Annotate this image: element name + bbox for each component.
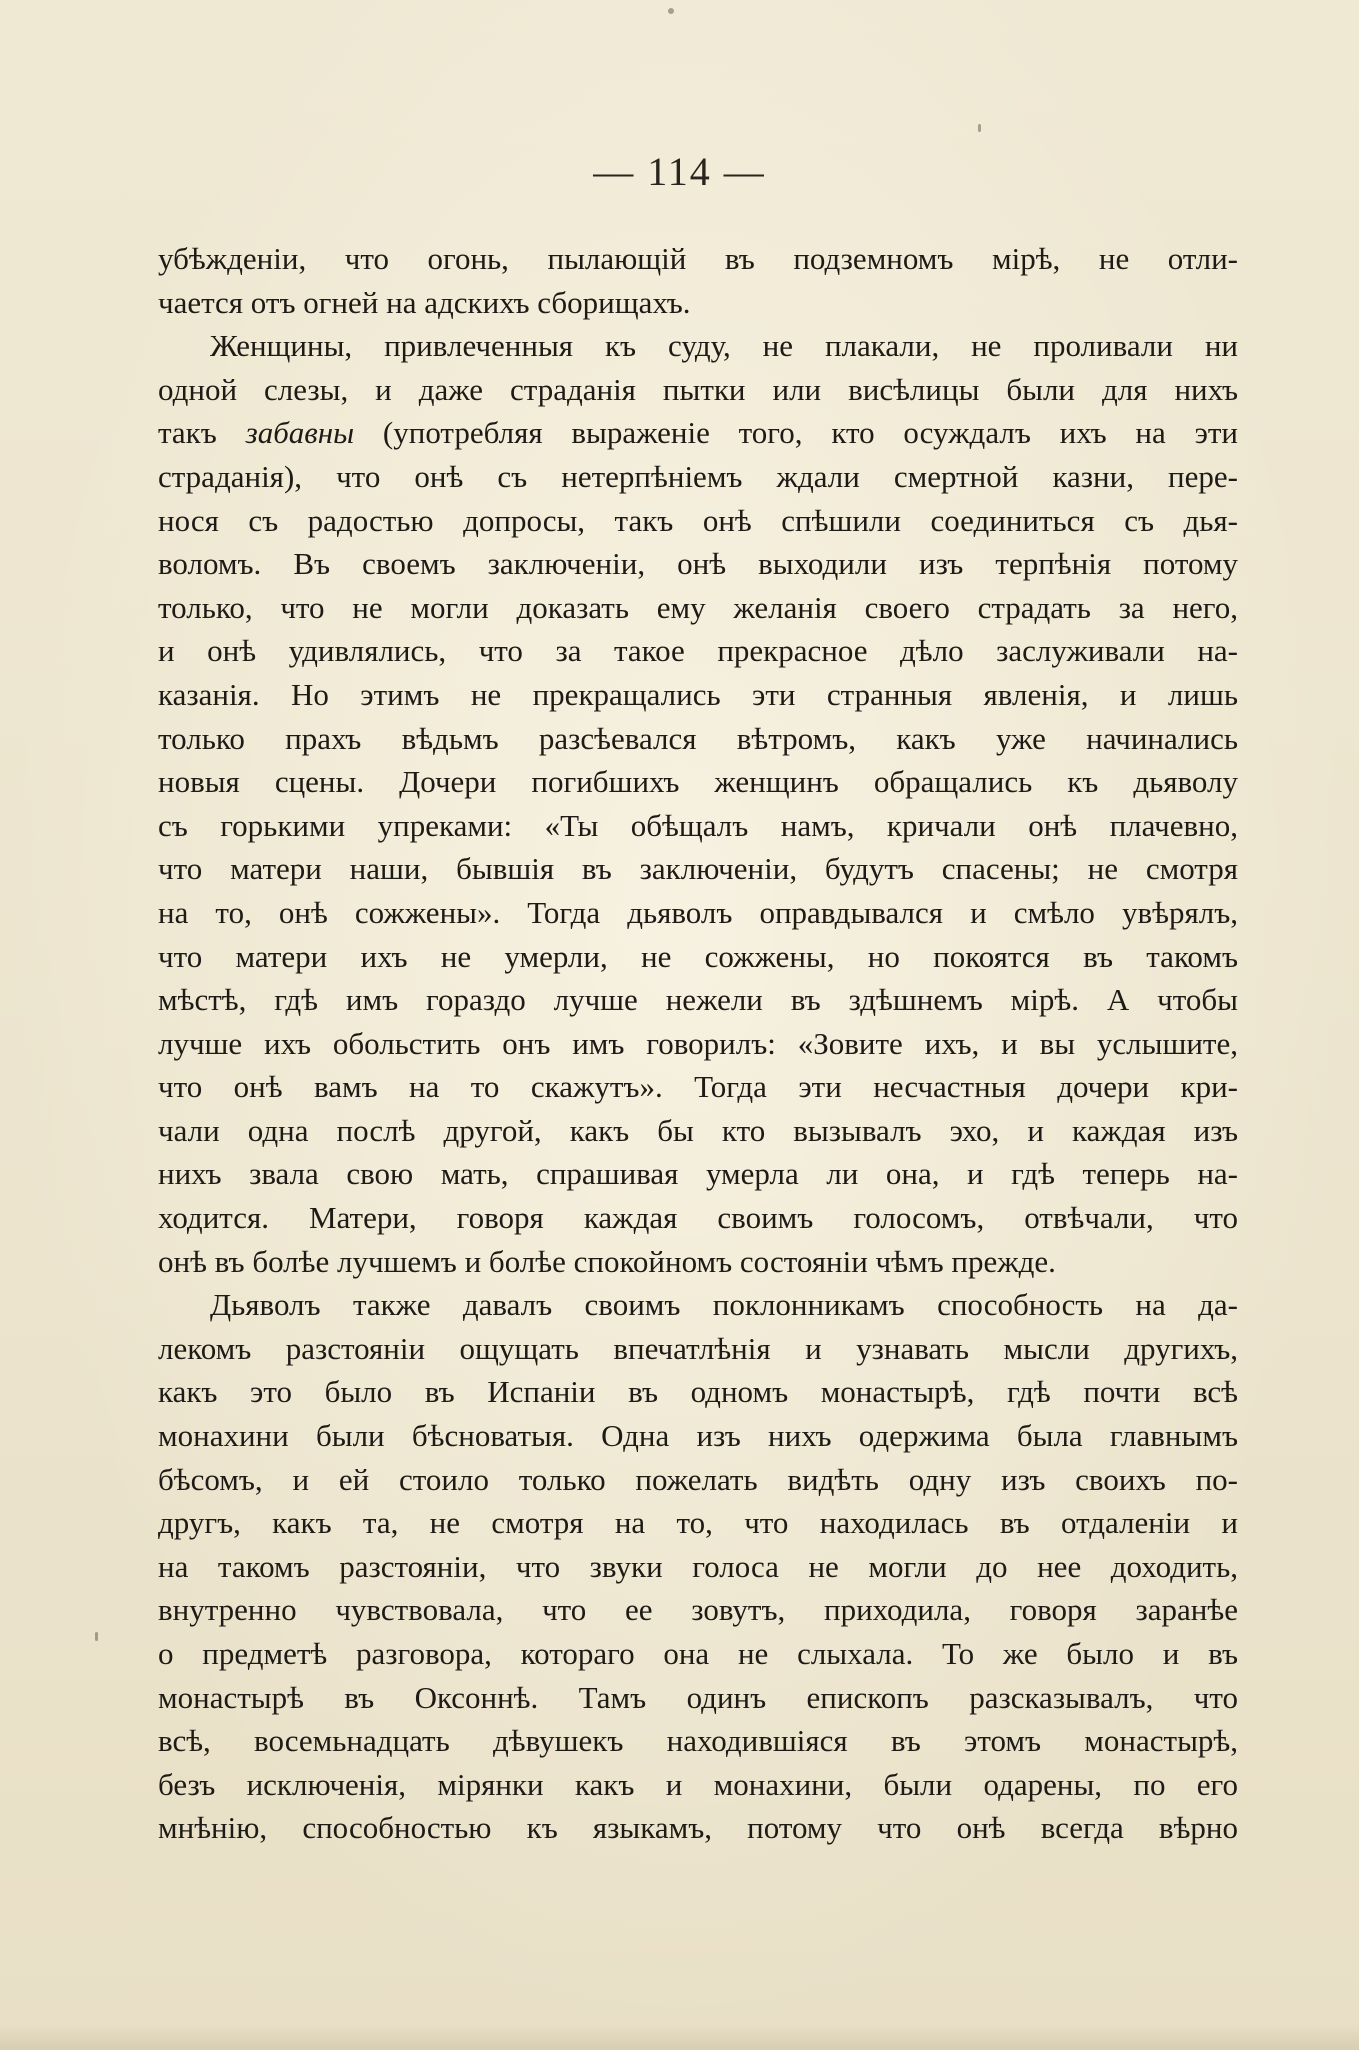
- text-line: внутренно чувствовала, что ее зовутъ, приходила, говоря заранѣе: [158, 1592, 1238, 1628]
- text-line: воломъ. Въ своемъ заключеніи, онѣ выходили изъ терпѣнія потому: [158, 546, 1238, 582]
- ink-speck: [668, 8, 674, 14]
- text-line: на такомъ разстояніи, что звуки голоса не могли до нее доходить,: [158, 1548, 1238, 1584]
- text-line: монахини были бѣсноватыя. Одна изъ нихъ одержима была главнымъ: [158, 1418, 1238, 1454]
- text-line: лучше ихъ обольстить онъ имъ говорилъ: «Зовите ихъ, и вы услышите,: [158, 1025, 1238, 1061]
- text-line: чали одна послѣ другой, какъ бы кто вызывалъ эхо, и каждая изъ: [158, 1112, 1238, 1148]
- text-line: только, что не могли доказать ему желанія своего страдать за него,: [158, 589, 1238, 625]
- text-line: одной слезы, и даже страданія пытки или висѣлицы были для нихъ: [158, 371, 1238, 407]
- text-line: бѣсомъ, и ей стоило только пожелать видѣть одну изъ своихъ по-: [158, 1461, 1238, 1497]
- text-line: нихъ звала свою мать, спрашивая умерла ли она, и гдѣ теперь на-: [158, 1156, 1238, 1192]
- page-number: — 114 —: [593, 149, 766, 194]
- paragraph: [158, 237, 1238, 324]
- text-line-with-emphasis: [158, 411, 1238, 455]
- text-line: онѣ въ болѣе лучшемъ и болѣе спокойномъ состояніи чѣмъ прежде.: [158, 1243, 1056, 1279]
- text-line: мѣстѣ, гдѣ имъ гораздо лучше нежели въ здѣшнемъ мірѣ. А чтобы: [158, 982, 1238, 1018]
- paragraph: [158, 324, 1238, 1283]
- text-line: мнѣнію, способностью къ языкамъ, потому что онѣ всегда вѣрно: [158, 1810, 1238, 1846]
- ink-speck: [95, 1632, 98, 1641]
- text-line: и онѣ удивлялись, что за такое прекрасное дѣло заслуживали на-: [158, 633, 1238, 669]
- text-run: такъ: [158, 415, 217, 451]
- text-run: (употребляя выраженіе того, кто осуждалъ ихъ на эти: [382, 415, 1238, 451]
- text-line: убѣжденіи, что огонь, пылающій въ подземномъ мірѣ, не отли-: [158, 241, 1238, 276]
- text-line: лекомъ разстояніи ощущать впечатлѣнія и узнавать мысли другихъ,: [158, 1330, 1238, 1366]
- text-line: новыя сцены. Дочери погибшихъ женщинъ обращались къ дьяволу: [158, 764, 1238, 800]
- text-line: казанія. Но этимъ не прекращались эти странныя явленія, и лишь: [158, 676, 1238, 712]
- text-line: всѣ, восемьнадцать дѣвушекъ находившіяся въ этомъ монастырѣ,: [158, 1723, 1238, 1759]
- text-line: что матери наши, бывшія въ заключеніи, будутъ спасены; не смотря: [158, 851, 1238, 887]
- text-line: нося съ радостью допросы, такъ онѣ спѣшили соединиться съ дья-: [158, 502, 1238, 538]
- text-line: страданія), что онѣ съ нетерпѣніемъ ждали смертной казни, пере-: [158, 458, 1238, 494]
- text-line: съ горькими упреками: «Ты обѣщалъ намъ, кричали онѣ плачевно,: [158, 807, 1238, 843]
- text-line: монастырѣ въ Оксоннѣ. Тамъ одинъ епископъ разсказывалъ, что: [158, 1679, 1238, 1715]
- text-line: другъ, какъ та, не смотря на то, что находилась въ отдаленіи и: [158, 1505, 1238, 1541]
- text-line: какъ это было въ Испаніи въ одномъ монастырѣ, гдѣ почти всѣ: [158, 1374, 1238, 1410]
- text-line: ходится. Матери, говоря каждая своимъ голосомъ, отвѣчали, что: [158, 1200, 1238, 1236]
- emphasized-word: забавны: [245, 415, 355, 451]
- text-line: Женщины, привлеченныя къ суду, не плакали, не проливали ни: [210, 328, 1238, 364]
- text-line: о предметѣ разговора, котораго она не слыхала. То же было и въ: [158, 1636, 1238, 1671]
- text-line: только прахъ вѣдьмъ разсѣевался вѣтромъ, какъ уже начинались: [158, 720, 1238, 756]
- text-line: чается отъ огней на адскихъ сборищахъ.: [158, 284, 691, 320]
- page-edge-shadow: [0, 2024, 1359, 2050]
- body-text: [158, 237, 1238, 1850]
- ink-speck: [978, 124, 981, 132]
- text-line: что матери ихъ не умерли, не сожжены, но покоятся въ такомъ: [158, 938, 1238, 974]
- text-line: Дьяволъ также давалъ своимъ поклонникамъ способность на да-: [210, 1287, 1238, 1323]
- text-line: на то, онѣ сожжены». Тогда дьяволъ оправдывался и смѣло увѣрялъ,: [158, 894, 1238, 930]
- paragraph: [158, 1283, 1238, 1850]
- text-line: безъ исключенія, мірянки какъ и монахини, были одарены, по его: [158, 1766, 1238, 1802]
- text-line: что онѣ вамъ на то скажутъ». Тогда эти несчастныя дочери кри-: [158, 1069, 1238, 1105]
